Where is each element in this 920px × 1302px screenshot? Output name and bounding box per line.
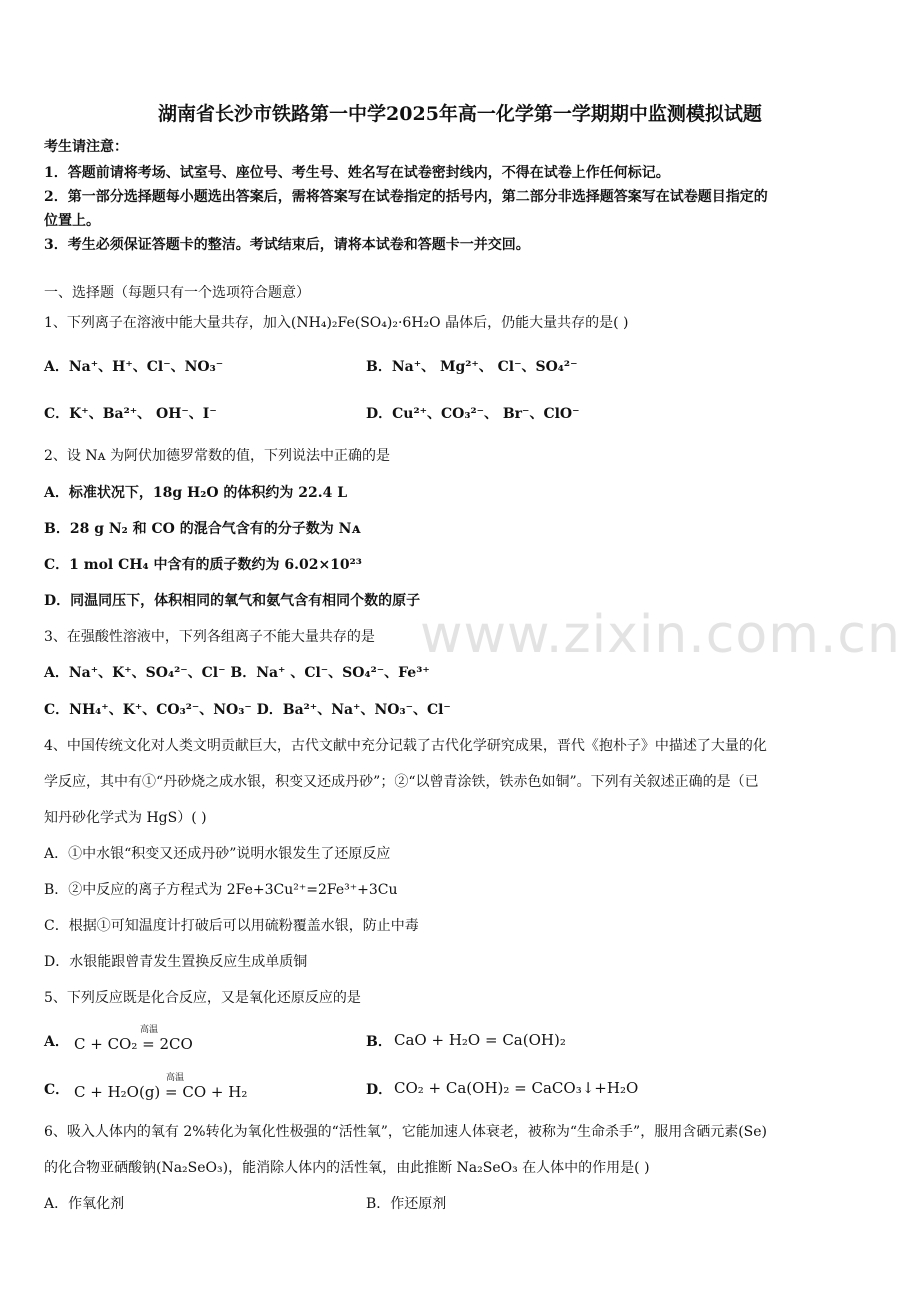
watermark: www.zixin.com.cn bbox=[420, 605, 901, 665]
question-6-option-a: A．作氧化剂 bbox=[44, 1196, 125, 1212]
question-4-option-d: D．水银能跟曾青发生置换反应生成单质铜 bbox=[44, 954, 308, 970]
question-3-stem: 3、在强酸性溶液中，下列各组离子不能大量共存的是 bbox=[44, 629, 375, 645]
reaction-condition: 高温 bbox=[140, 1025, 159, 1035]
question-5-option-d-label: D． bbox=[366, 1082, 393, 1098]
question-1-option-d: D．Cu²⁺、CO₃²⁻、 Br⁻、ClO⁻ bbox=[366, 406, 580, 422]
page-title: 湖南省长沙市铁路第一中学2025年高一化学第一学期期中监测模拟试题 bbox=[158, 103, 762, 125]
question-6-option-b: B．作还原剂 bbox=[366, 1196, 447, 1212]
question-5-option-b-label: B． bbox=[366, 1034, 392, 1050]
question-4-option-c: C．根据①可知温度计打破后可以用硫粉覆盖水银，防止中毒 bbox=[44, 918, 419, 934]
question-2-option-d: D．同温同压下，体积相同的氧气和氨气含有相同个数的原子 bbox=[44, 593, 421, 609]
notice-heading: 考生请注意： bbox=[44, 139, 128, 155]
question-1-stem: 1、下列离子在溶液中能大量共存，加入(NH₄)₂Fe(SO₄)₂·6H₂O 晶体后，仍能大量共存的是( ) bbox=[44, 315, 629, 331]
question-5-option-c-label: C． bbox=[44, 1082, 70, 1098]
question-4-line: 4、中国传统文化对人类文明贡献巨大，古代文献中充分记载了古代化学研究成果，晋代《抱朴子》中描述了大量的化 bbox=[44, 738, 767, 754]
notice-item: 位置上。 bbox=[44, 213, 100, 229]
question-5-option-d: CO₂ + Ca(OH)₂ = CaCO₃↓+H₂O bbox=[394, 1079, 639, 1097]
question-4-option-b: B．②中反应的离子方程式为 2Fe+3Cu²⁺=2Fe³⁺+3Cu bbox=[44, 882, 398, 898]
question-3-options-cd: C．NH₄⁺、K⁺、CO₃²⁻、NO₃⁻ D．Ba²⁺、Na⁺、NO₃⁻、Cl⁻ bbox=[44, 702, 451, 718]
notice-item: 2．第一部分选择题每小题选出答案后，需将答案写在试卷指定的括号内，第二部分非选择题答案写在试卷题目指定的 bbox=[44, 189, 768, 205]
question-5-option-c: C + H₂O(g) = CO + H₂ bbox=[74, 1083, 248, 1101]
section-heading: 一、选择题（每题只有一个选项符合题意） bbox=[44, 285, 310, 301]
question-6-line: 6、吸入人体内的氧有 2%转化为氧化性极强的“活性氧”，它能加速人体衰老，被称为“生命杀手”，服用含硒元素(Se) bbox=[44, 1124, 767, 1140]
question-4-line: 学反应，其中有①“丹砂烧之成水银，积变又还成丹砂”；②“以曾青涂铁，铁赤色如铜”。下列有关叙述正确的是（已 bbox=[44, 774, 759, 790]
question-5-option-a: C + CO₂ = 2CO bbox=[74, 1035, 193, 1053]
reaction-condition: 高温 bbox=[166, 1073, 185, 1083]
question-2-stem: 2、设 Nᴀ 为阿伏加德罗常数的值，下列说法中正确的是 bbox=[44, 448, 390, 464]
question-4-option-a: A．①中水银“积变又还成丹砂”说明水银发生了还原反应 bbox=[44, 846, 391, 862]
question-1-option-a: A．Na⁺、H⁺、Cl⁻、NO₃⁻ bbox=[44, 359, 224, 375]
question-6-line: 的化合物亚硒酸钠(Na₂SeO₃)，能消除人体内的活性氧，由此推断 Na₂SeO₃ 在人体中的作用是( ) bbox=[44, 1160, 650, 1176]
notice-item: 3．考生必须保证答题卡的整洁。考试结束后，请将本试卷和答题卡一并交回。 bbox=[44, 237, 530, 253]
question-3-options-ab: A．Na⁺、K⁺、SO₄²⁻、Cl⁻ B．Na⁺ 、Cl⁻、SO₄²⁻、Fe³⁺ bbox=[44, 665, 430, 681]
question-4-line: 知丹砂化学式为 HgS）( ) bbox=[44, 810, 207, 826]
notice-item: 1．答题前请将考场、试室号、座位号、考生号、姓名写在试卷密封线内，不得在试卷上作任何标记。 bbox=[44, 165, 670, 181]
question-1-option-b: B．Na⁺、 Mg²⁺、 Cl⁻、SO₄²⁻ bbox=[366, 359, 578, 375]
question-5-option-b: CaO + H₂O = Ca(OH)₂ bbox=[394, 1031, 566, 1049]
question-2-option-a: A．标准状况下，18g H₂O 的体积约为 22.4 L bbox=[44, 485, 348, 501]
question-2-option-b: B．28 g N₂ 和 CO 的混合气含有的分子数为 Nᴀ bbox=[44, 521, 361, 537]
question-5-option-a-label: A． bbox=[44, 1034, 69, 1050]
question-2-option-c: C．1 mol CH₄ 中含有的质子数约为 6.02×10²³ bbox=[44, 557, 362, 573]
question-5-stem: 5、下列反应既是化合反应，又是氧化还原反应的是 bbox=[44, 990, 361, 1006]
question-1-option-c: C．K⁺、Ba²⁺、 OH⁻、I⁻ bbox=[44, 406, 217, 422]
